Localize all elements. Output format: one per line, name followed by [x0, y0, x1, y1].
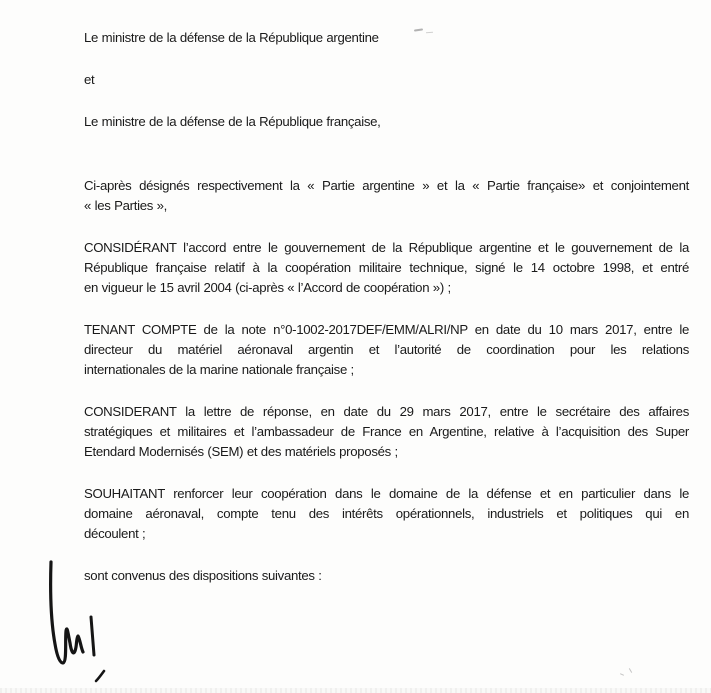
paragraph-considerant-lettre-reponse [84, 402, 689, 462]
text-line: TENANT COMPTE de la note n°0-1002-2017DEF/EMM/ALRI/NP en date du 10 mars 2017, entre le [84, 322, 689, 337]
document-body [84, 28, 689, 608]
text-line: domaine aéronaval, compte tenu des intérêts opérationnels, industriels et politiques qui en [84, 506, 689, 521]
text-line: découlent ; [84, 526, 146, 541]
paragraph-tenant-compte-note [84, 320, 689, 380]
text-line: sont convenus des dispositions suivantes : [84, 568, 322, 583]
scan-speck-bottom-right-2 [629, 668, 632, 673]
text-line: directeur du matériel aéronaval argentin et l’autorité de coordination pour les relations [84, 342, 689, 357]
paragraph-souhaitant-cooperation [84, 484, 689, 544]
paragraph-party-france [84, 112, 689, 132]
handwritten-paraph-signature [28, 552, 118, 692]
text-line: Le ministre de la défense de la République argentine [84, 30, 379, 45]
text-line: et [84, 72, 95, 87]
text-line: internationales de la marine nationale française ; [84, 362, 354, 377]
paragraph-considerant-accord-1998 [84, 238, 689, 298]
text-line: stratégiques et militaires et l’ambassadeur de France en Argentine, relative à l’acquisition des Super [84, 424, 689, 439]
text-line: Ci-après désignés respectivement la « Partie argentine » et la « Partie française» et conjointement [84, 178, 689, 193]
text-line: CONSIDÉRANT l’accord entre le gouvernement de la République argentine et le gouvernement de la [84, 240, 689, 255]
text-line: SOUHAITANT renforcer leur coopération dans le domaine de la défense et en particulier dans le [84, 486, 689, 501]
text-line: Etendard Modernisés (SEM) et des matériels proposés ; [84, 444, 398, 459]
paragraph-designation [84, 176, 689, 216]
text-line: en vigueur le 15 avril 2004 (ci-après « l’Accord de coopération ») ; [84, 280, 451, 295]
paragraph-party-argentina [84, 28, 689, 48]
paragraph-conjunction [84, 70, 689, 90]
paragraph-closing-clause [84, 566, 689, 586]
text-line: « les Parties », [84, 198, 168, 213]
scanner-edge-noise-band [0, 688, 711, 693]
text-line: Le ministre de la défense de la République française, [84, 114, 381, 129]
text-line: CONSIDERANT la lettre de réponse, en date du 29 mars 2017, entre le secrétaire des affaires [84, 404, 689, 419]
scan-speck-bottom-right [620, 673, 624, 676]
text-line: République française relatif à la coopération militaire technique, signé le 14 octobre 1998, et entré [84, 260, 689, 275]
